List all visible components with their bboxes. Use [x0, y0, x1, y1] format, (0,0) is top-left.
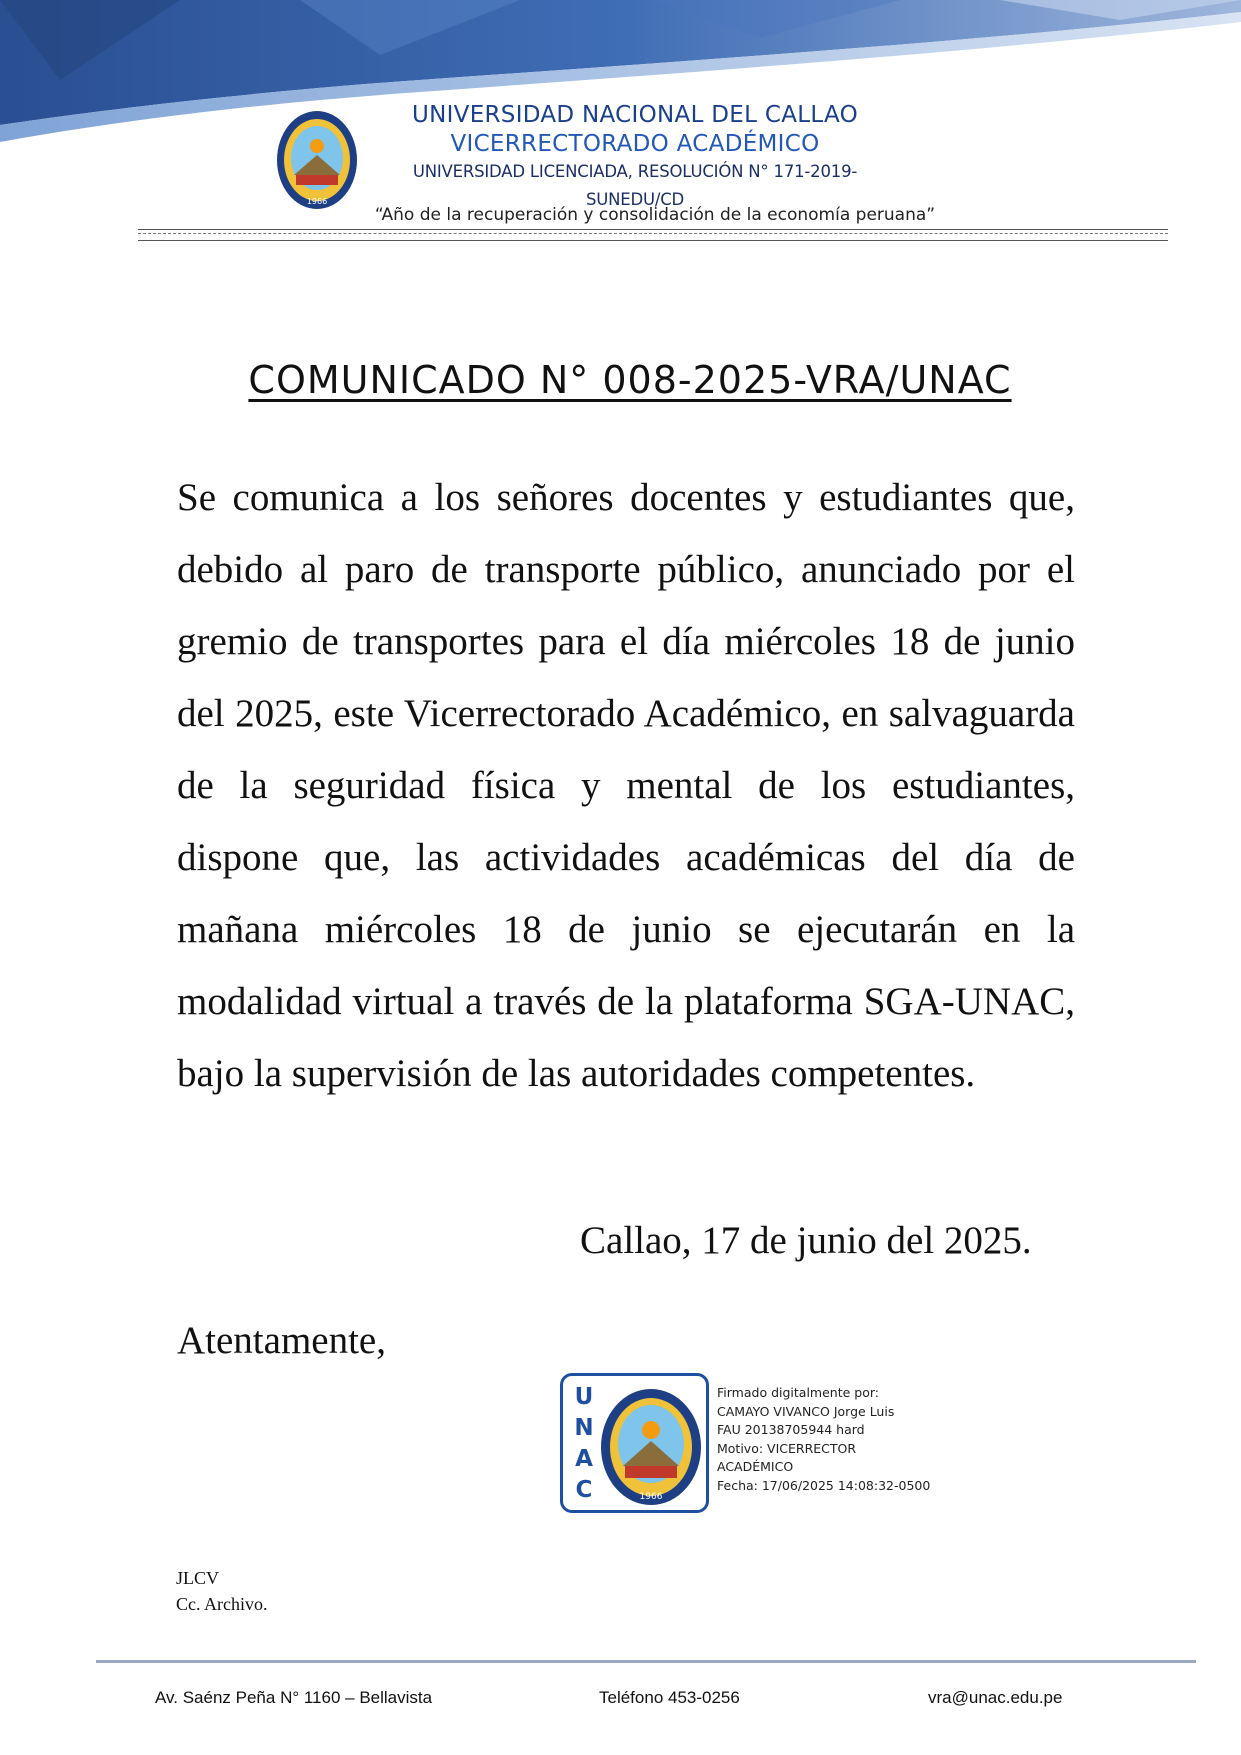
signature-line: Fecha: 17/06/2025 14:08:32-0500: [717, 1477, 931, 1493]
digital-signature-details: [717, 1384, 1017, 1496]
date-line: Callao, 17 de junio del 2025.: [580, 1219, 1032, 1262]
signature-line: Motivo: VICERRECTOR: [717, 1440, 857, 1456]
signature-logo: [560, 1373, 709, 1513]
reference-initials-block: [176, 1565, 268, 1617]
body-paragraph: Se comunica a los señores docentes y estudiantes que, debido al paro de transporte público, anunciado por el gremio de transportes para el día miércoles 18 de junio del 2025, este Vicerrectorado Académico, en salvaguarda de la seguridad física y mental de los estudiantes, dispone que, las actividades académicas del día de mañana miércoles 18 de junio se ejecutarán en la modalidad virtual a través de la plataforma SGA-UNAC, bajo la supervisión de las autoridades competentes.: [177, 476, 1075, 1095]
author-initials: JLCV: [176, 1568, 220, 1588]
signature-seal-icon: [597, 1386, 705, 1508]
document-title: COMUNICADO N° 008-2025-VRA/UNAC: [248, 358, 1012, 402]
footer-address: Av. Saénz Peña N° 1160 – Bellavista: [155, 1688, 433, 1707]
footer-email-link[interactable]: vra@unac.edu.pe: [928, 1688, 1063, 1707]
footer-divider: [96, 1660, 1196, 1663]
header-text-block: [370, 100, 900, 214]
university-seal-logo: [276, 110, 358, 210]
office-name: VICERRECTORADO ACADÉMICO: [450, 131, 820, 157]
svg-text:1966: 1966: [639, 1492, 663, 1502]
cc-note: Cc. Archivo.: [176, 1594, 268, 1614]
signature-line: FAU 20138705944 hard: [717, 1422, 865, 1438]
footer-phone: Teléfono 453-0256: [599, 1688, 740, 1707]
closing-salutation: Atentamente,: [177, 1319, 386, 1362]
seal-year: 1966: [306, 197, 328, 206]
signature-line: Firmado digitalmente por:: [717, 1385, 879, 1400]
year-motto: “Año de la recuperación y consolidación de la economía peruana”: [374, 205, 936, 225]
signature-line: ACADÉMICO: [717, 1459, 794, 1475]
header-divider: [138, 229, 1168, 241]
signature-logo-letters: U N A C: [574, 1384, 594, 1503]
signature-line: CAMAYO VIVANCO Jorge Luis: [717, 1403, 895, 1419]
university-name: UNIVERSIDAD NACIONAL DEL CALLAO: [411, 102, 859, 128]
license-line: UNIVERSIDAD LICENCIADA, RESOLUCIÓN N° 171-2019-SUNEDU/CD: [412, 162, 858, 209]
